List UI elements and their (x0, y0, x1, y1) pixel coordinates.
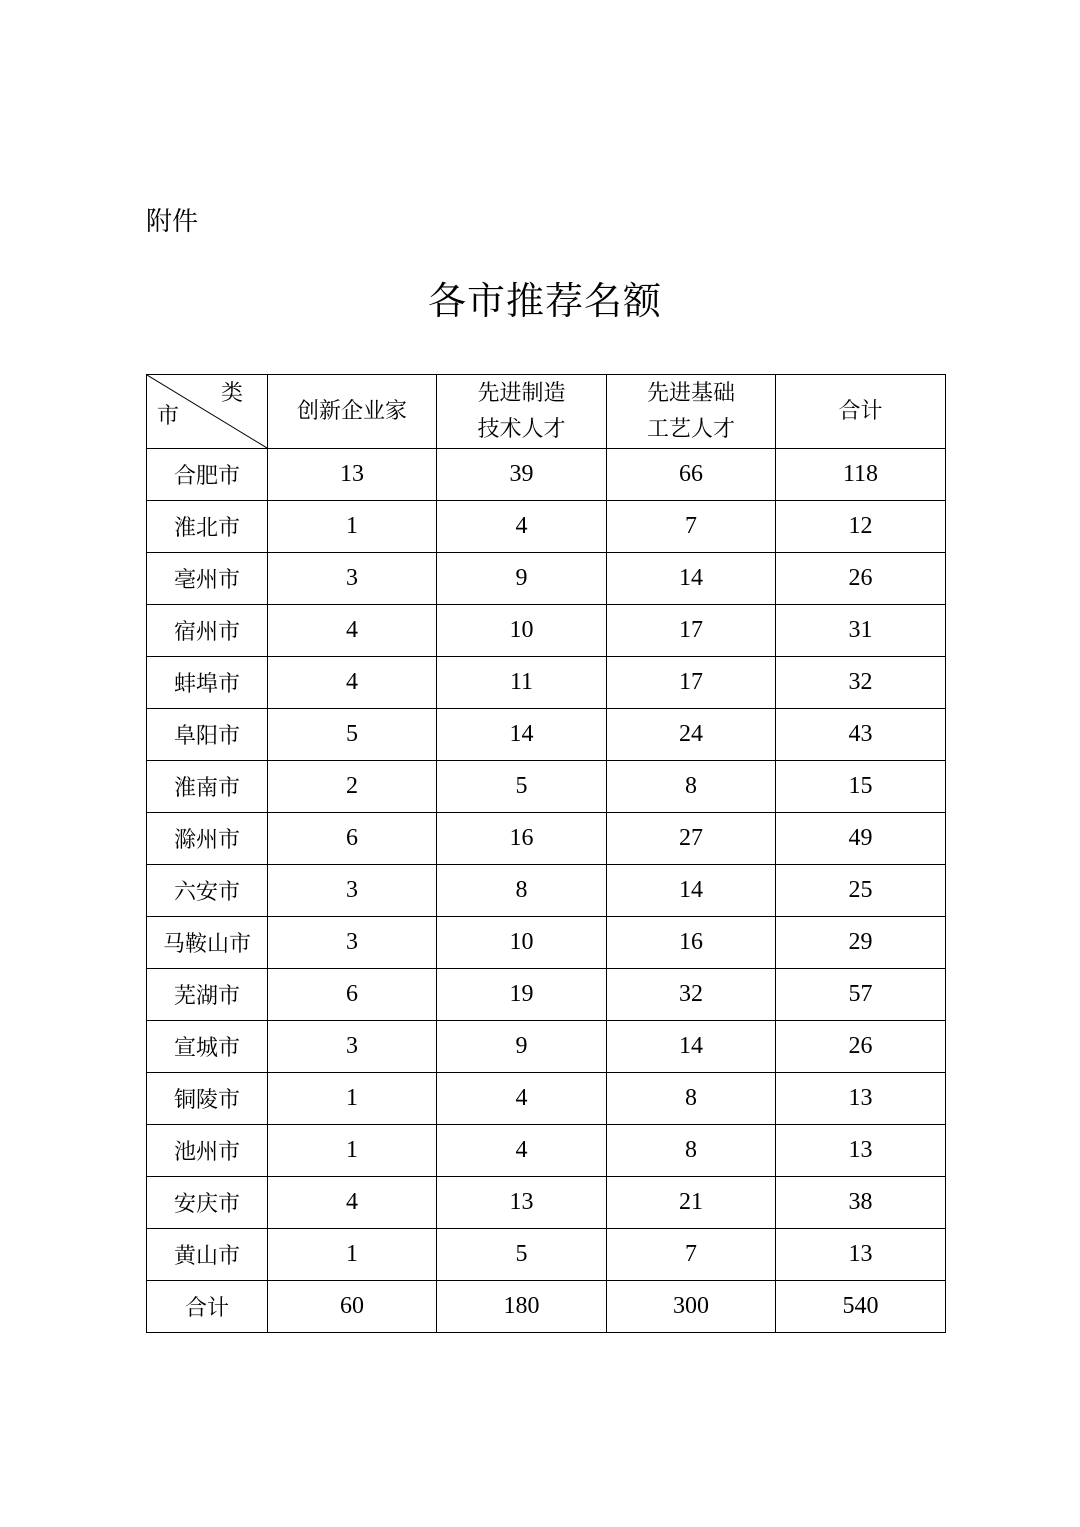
value-cell: 17 (607, 657, 776, 709)
value-cell: 25 (776, 865, 946, 917)
column-header-line: 技术人才 (477, 416, 566, 442)
value-cell: 38 (776, 1177, 946, 1229)
column-header (437, 375, 607, 449)
table-row (147, 1073, 946, 1125)
value-cell: 8 (607, 1125, 776, 1177)
city-cell: 亳州市 (147, 553, 268, 605)
table-row (147, 917, 946, 969)
table-row (147, 969, 946, 1021)
value-cell: 16 (437, 813, 607, 865)
value-cell: 16 (607, 917, 776, 969)
table-body (147, 449, 946, 1333)
table-row (147, 709, 946, 761)
value-cell: 5 (437, 1229, 607, 1281)
value-cell: 12 (776, 501, 946, 553)
value-cell: 43 (776, 709, 946, 761)
city-cell: 宿州市 (147, 605, 268, 657)
value-cell: 10 (437, 605, 607, 657)
value-cell: 14 (437, 709, 607, 761)
value-cell: 31 (776, 605, 946, 657)
column-header-line: 创新企业家 (296, 398, 407, 424)
value-cell: 10 (437, 917, 607, 969)
table-row (147, 501, 946, 553)
value-cell: 540 (776, 1281, 946, 1333)
value-cell: 13 (776, 1229, 946, 1281)
table-row (147, 1229, 946, 1281)
value-cell: 17 (607, 605, 776, 657)
table-row (147, 1021, 946, 1073)
column-header-line: 合计 (838, 398, 883, 424)
city-cell: 池州市 (147, 1125, 268, 1177)
value-cell: 9 (437, 553, 607, 605)
value-cell: 60 (268, 1281, 437, 1333)
city-cell: 安庆市 (147, 1177, 268, 1229)
quota-table (146, 374, 946, 1333)
value-cell: 8 (607, 1073, 776, 1125)
city-cell: 芜湖市 (147, 969, 268, 1021)
value-cell: 1 (268, 1229, 437, 1281)
value-cell: 32 (607, 969, 776, 1021)
city-cell: 滁州市 (147, 813, 268, 865)
city-cell: 合计 (147, 1281, 268, 1333)
value-cell: 3 (268, 865, 437, 917)
value-cell: 11 (437, 657, 607, 709)
value-cell: 6 (268, 969, 437, 1021)
value-cell: 29 (776, 917, 946, 969)
city-cell: 合肥市 (147, 449, 268, 501)
attachment-label: 附件 (146, 207, 199, 237)
value-cell: 5 (437, 761, 607, 813)
value-cell: 66 (607, 449, 776, 501)
value-cell: 4 (268, 605, 437, 657)
value-cell: 3 (268, 1021, 437, 1073)
value-cell: 26 (776, 1021, 946, 1073)
value-cell: 32 (776, 657, 946, 709)
value-cell: 19 (437, 969, 607, 1021)
table-row (147, 657, 946, 709)
value-cell: 26 (776, 553, 946, 605)
value-cell: 13 (437, 1177, 607, 1229)
value-cell: 118 (776, 449, 946, 501)
city-cell: 马鞍山市 (147, 917, 268, 969)
value-cell: 8 (607, 761, 776, 813)
value-cell: 13 (268, 449, 437, 501)
value-cell: 8 (437, 865, 607, 917)
table-row (147, 1177, 946, 1229)
value-cell: 4 (437, 501, 607, 553)
column-header-line: 工艺人才 (646, 416, 735, 442)
value-cell: 300 (607, 1281, 776, 1333)
value-cell: 4 (268, 657, 437, 709)
value-cell: 15 (776, 761, 946, 813)
column-header (268, 375, 437, 449)
column-header-line: 先进基础 (646, 380, 735, 406)
table-row (147, 449, 946, 501)
city-cell: 六安市 (147, 865, 268, 917)
corner-category-label: 类 (220, 381, 243, 406)
value-cell: 7 (607, 1229, 776, 1281)
table-row (147, 813, 946, 865)
value-cell: 4 (268, 1177, 437, 1229)
total-row (147, 1281, 946, 1333)
value-cell: 1 (268, 1125, 437, 1177)
corner-header-cell (147, 375, 268, 449)
header-row (147, 375, 946, 449)
city-cell: 宣城市 (147, 1021, 268, 1073)
value-cell: 14 (607, 553, 776, 605)
value-cell: 4 (437, 1073, 607, 1125)
value-cell: 5 (268, 709, 437, 761)
value-cell: 3 (268, 553, 437, 605)
value-cell: 6 (268, 813, 437, 865)
value-cell: 4 (437, 1125, 607, 1177)
table-row (147, 761, 946, 813)
table-row (147, 1125, 946, 1177)
column-header (607, 375, 776, 449)
value-cell: 49 (776, 813, 946, 865)
city-cell: 蚌埠市 (147, 657, 268, 709)
city-cell: 淮北市 (147, 501, 268, 553)
value-cell: 39 (437, 449, 607, 501)
value-cell: 21 (607, 1177, 776, 1229)
table-row (147, 865, 946, 917)
table-row (147, 553, 946, 605)
city-cell: 黄山市 (147, 1229, 268, 1281)
corner-city-label: 市 (157, 404, 180, 429)
document-title: 各市推荐名额 (427, 279, 662, 323)
value-cell: 14 (607, 1021, 776, 1073)
value-cell: 13 (776, 1073, 946, 1125)
value-cell: 57 (776, 969, 946, 1021)
city-cell: 淮南市 (147, 761, 268, 813)
column-header-line: 先进制造 (477, 380, 566, 406)
value-cell: 1 (268, 1073, 437, 1125)
value-cell: 3 (268, 917, 437, 969)
value-cell: 14 (607, 865, 776, 917)
value-cell: 180 (437, 1281, 607, 1333)
value-cell: 13 (776, 1125, 946, 1177)
value-cell: 2 (268, 761, 437, 813)
value-cell: 7 (607, 501, 776, 553)
value-cell: 27 (607, 813, 776, 865)
value-cell: 9 (437, 1021, 607, 1073)
value-cell: 1 (268, 501, 437, 553)
city-cell: 铜陵市 (147, 1073, 268, 1125)
column-header (776, 375, 946, 449)
table-row (147, 605, 946, 657)
city-cell: 阜阳市 (147, 709, 268, 761)
value-cell: 24 (607, 709, 776, 761)
